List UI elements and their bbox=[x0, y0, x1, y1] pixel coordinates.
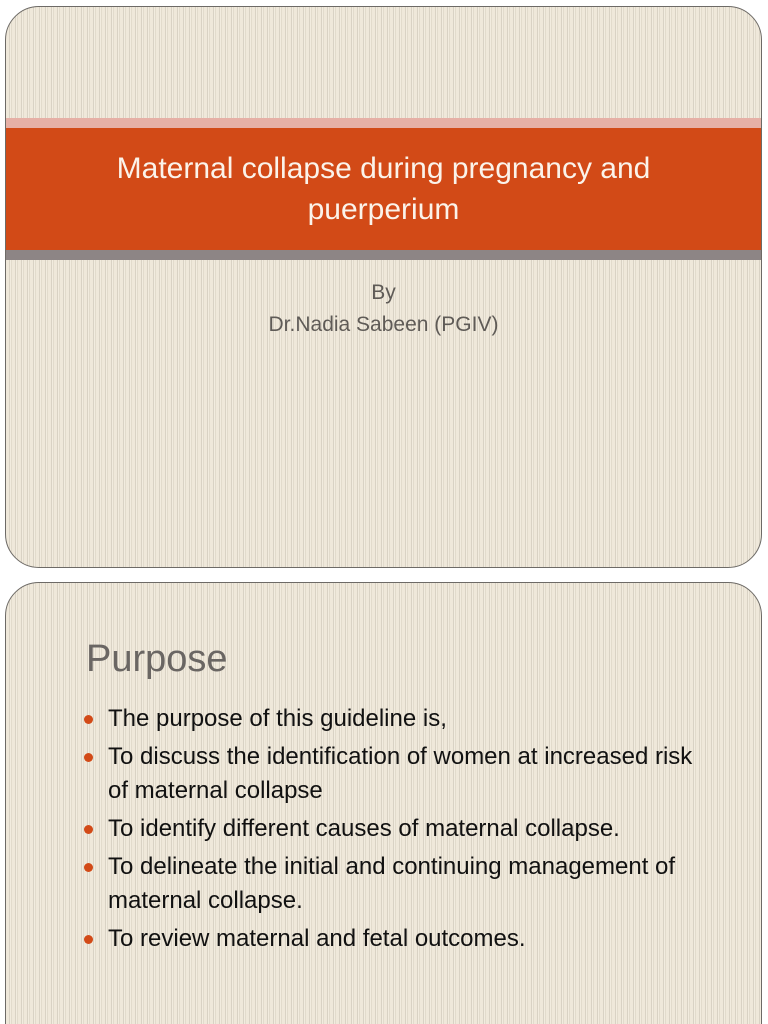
slide-title: Maternal collapse during pregnancy and puerperium bbox=[116, 152, 651, 226]
bullet-text: To delineate the initial and continuing management of maternal collapse. bbox=[108, 853, 676, 914]
bullet-item bbox=[78, 850, 718, 918]
bullet-item bbox=[78, 922, 718, 956]
title-accent-band-top bbox=[6, 118, 761, 128]
slide-heading: Purpose bbox=[86, 638, 228, 680]
bullet-dot-icon bbox=[84, 753, 93, 762]
title-slide[interactable] bbox=[5, 6, 762, 568]
purpose-slide[interactable] bbox=[5, 582, 762, 1024]
bullet-text: To identify different causes of maternal collapse. bbox=[108, 815, 620, 842]
bullet-dot-icon bbox=[84, 863, 93, 872]
subtitle-by: By bbox=[371, 281, 396, 304]
bullet-text: To discuss the identification of women at increased risk of maternal collapse bbox=[108, 743, 693, 804]
bullet-item bbox=[78, 740, 718, 808]
bullet-dot-icon bbox=[84, 715, 93, 724]
bullet-text: The purpose of this guideline is, bbox=[108, 705, 447, 732]
bullet-item bbox=[78, 812, 718, 846]
bullet-dot-icon bbox=[84, 935, 93, 944]
bullet-dot-icon bbox=[84, 825, 93, 834]
title-band bbox=[6, 128, 761, 250]
bullet-text: To review maternal and fetal outcomes. bbox=[108, 925, 526, 952]
slide-subtitle bbox=[6, 277, 761, 341]
bullet-list bbox=[78, 702, 718, 960]
subtitle-author: Dr.Nadia Sabeen (PGIV) bbox=[268, 313, 499, 336]
title-accent-band-bottom bbox=[6, 250, 761, 260]
bullet-item bbox=[78, 702, 718, 736]
